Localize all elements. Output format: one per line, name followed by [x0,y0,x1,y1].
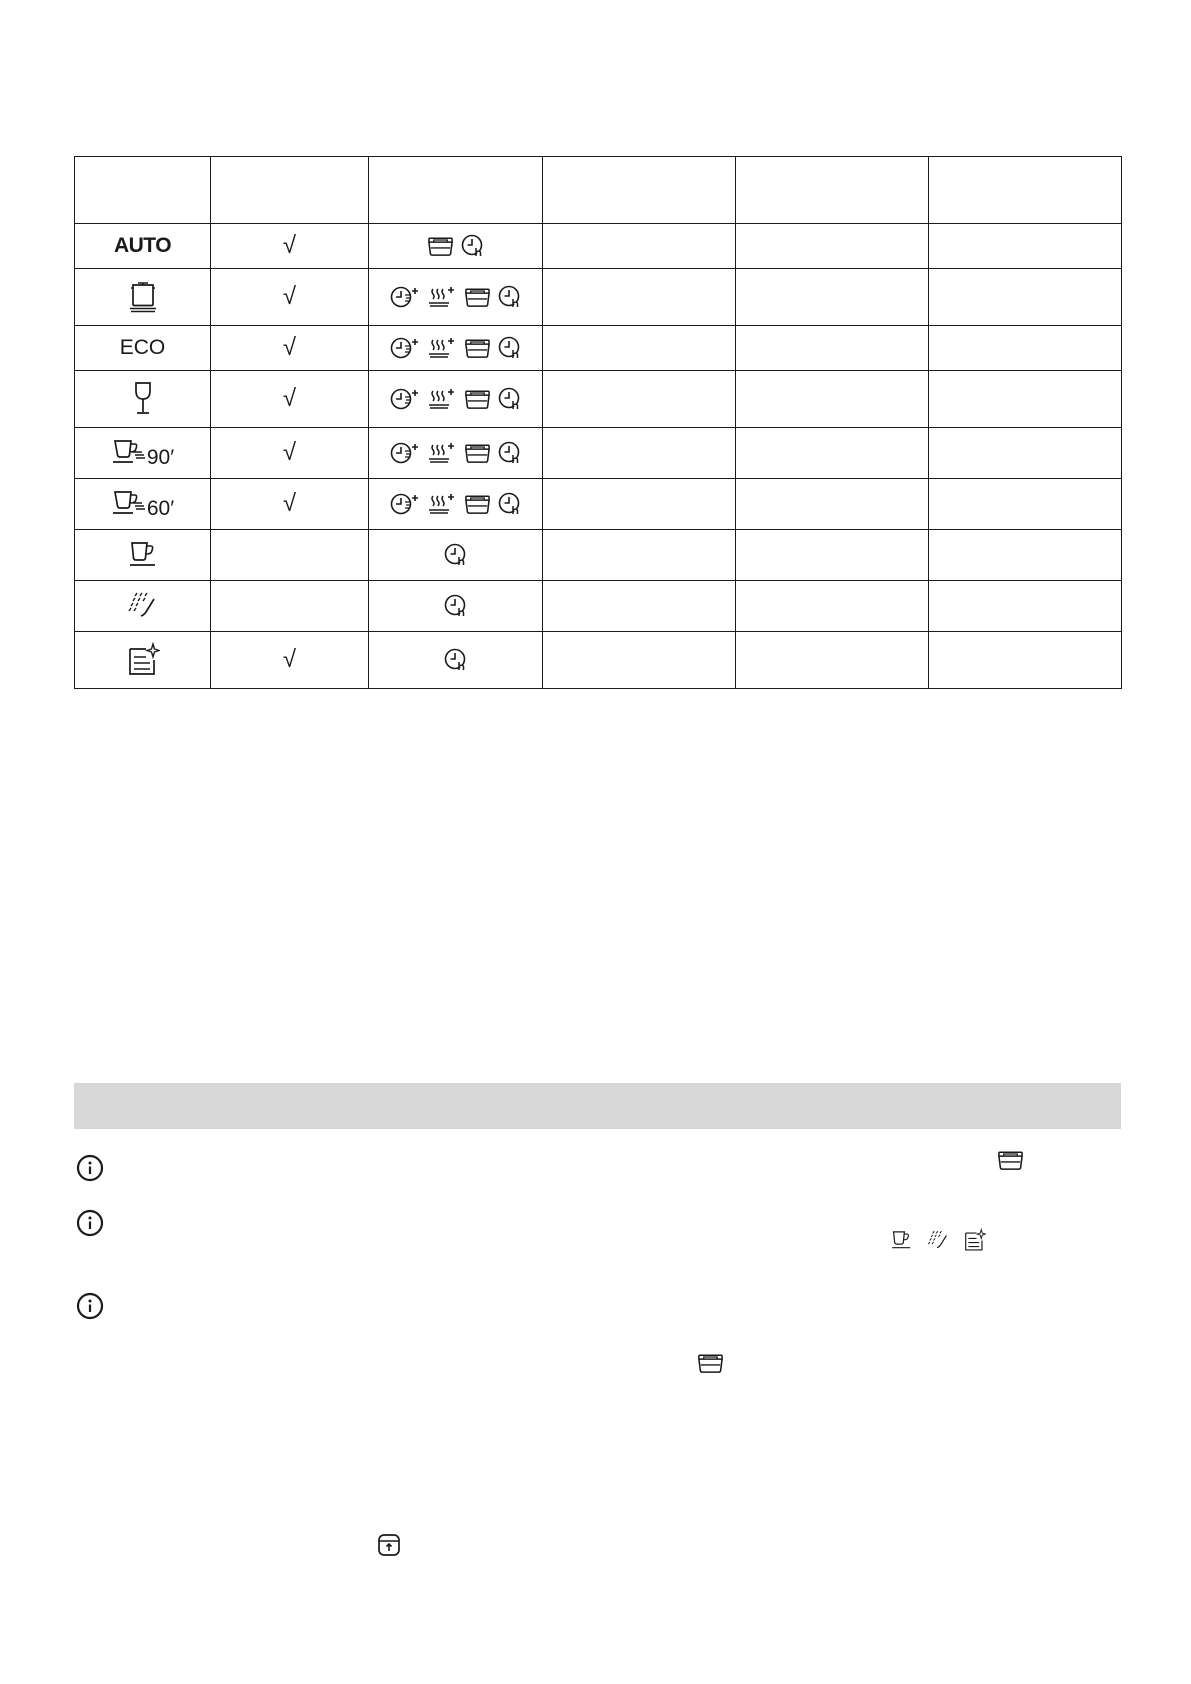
empty-cell [929,269,1122,326]
options-cell [369,581,543,632]
empty-cell [929,224,1122,269]
xtradry-icon [464,442,491,464]
options-cell [369,224,543,269]
programme-label: ECO [119,336,166,359]
table-row [75,428,1122,479]
extrasteam-icon [427,492,457,516]
options-cell [369,428,543,479]
timer-icon [498,336,522,360]
empty-cell [736,479,929,530]
empty-cell [736,530,929,581]
options-cell [369,326,543,371]
table-row [75,632,1122,689]
empty-cell [543,632,736,689]
header-cell [211,157,369,224]
timer-icon [461,234,485,258]
check-mark: √ [282,490,297,517]
check-mark: √ [282,646,297,673]
extrahygiene-icon [390,441,420,465]
quick-wash-90-icon [111,436,147,470]
empty-cell [929,428,1122,479]
empty-cell [736,224,929,269]
empty-cell [736,632,929,689]
quick-cup-icon [127,539,159,571]
programme-cell [75,428,211,479]
empty-cell [929,530,1122,581]
consumption-cell [211,581,369,632]
empty-cell [736,326,929,371]
programme-cell [75,530,211,581]
options-cell [369,632,543,689]
info-icon [76,1154,104,1182]
empty-cell [543,224,736,269]
table-row [75,326,1122,371]
empty-cell [736,269,929,326]
programme-cell [75,269,211,326]
door-lock-icon [377,1533,401,1557]
empty-cell [929,479,1122,530]
programme-cell [75,479,211,530]
consumption-cell [211,479,369,530]
consumption-cell [211,224,369,269]
consumption-cell [211,371,369,428]
check-mark: √ [282,385,297,412]
timer-icon [498,492,522,516]
quick-wash-60-icon [111,487,147,521]
programme-cell [75,581,211,632]
programme-cell [75,326,211,371]
extrahygiene-icon [390,336,420,360]
timer-icon [444,648,468,672]
consumption-cell [211,530,369,581]
programme-label: 90′ [146,446,175,469]
xtradry-icon [697,1352,724,1374]
empty-cell [929,632,1122,689]
empty-cell [543,479,736,530]
table-row [75,530,1122,581]
table-row [75,479,1122,530]
header-cell [543,157,736,224]
options-cell [369,479,543,530]
timer-icon [498,387,522,411]
table-row [75,371,1122,428]
extrahygiene-icon [390,492,420,516]
timer-icon [444,543,468,567]
rinse-hold-icon [927,1229,950,1252]
empty-cell [543,326,736,371]
extrasteam-icon [427,387,457,411]
programme-cell [75,371,211,428]
extrahygiene-icon [390,387,420,411]
machine-care-icon [126,642,160,678]
table-row [75,581,1122,632]
xtradry-icon [464,286,491,308]
extrasteam-icon [427,441,457,465]
empty-cell [736,371,929,428]
info-icon [76,1292,104,1320]
info-icon [76,1209,104,1237]
extrasteam-icon [427,285,457,309]
pots-pans-icon [127,280,159,314]
programme-label: AUTO [113,234,172,257]
programme-cell [75,632,211,689]
check-mark: √ [282,439,297,466]
programmes-table [74,156,1122,689]
check-mark: √ [282,334,297,361]
empty-cell [736,428,929,479]
check-mark: √ [282,232,297,259]
table-row [75,224,1122,269]
consumption-cell [211,632,369,689]
xtradry-icon [464,493,491,515]
options-cell [369,269,543,326]
xtradry-icon [997,1149,1024,1171]
timer-icon [498,285,522,309]
consumption-cell [211,428,369,479]
header-cell [736,157,929,224]
extrasteam-icon [427,336,457,360]
empty-cell [929,581,1122,632]
timer-icon [498,441,522,465]
header-cell [929,157,1122,224]
empty-cell [543,530,736,581]
xtradry-icon [464,337,491,359]
empty-cell [736,581,929,632]
header-cell [75,157,211,224]
empty-cell [543,371,736,428]
programme-label: 60′ [146,497,175,520]
consumption-cell [211,269,369,326]
empty-cell [543,269,736,326]
empty-cell [929,371,1122,428]
programme-cell [75,224,211,269]
empty-cell [543,581,736,632]
wine-glass-icon [131,381,155,417]
empty-cell [929,326,1122,371]
section-heading-band [74,1083,1121,1129]
options-cell [369,530,543,581]
table-header-row [75,157,1122,224]
consumption-cell [211,326,369,371]
quick-cup-icon [890,1229,913,1252]
options-cell [369,371,543,428]
xtradry-icon [464,388,491,410]
extrahygiene-icon [390,285,420,309]
rinse-hold-icon [127,590,159,622]
empty-cell [543,428,736,479]
xtradry-icon [427,235,454,257]
machine-care-icon [963,1228,986,1253]
table-row [75,269,1122,326]
check-mark: √ [282,283,297,310]
timer-icon [444,594,468,618]
header-cell [369,157,543,224]
